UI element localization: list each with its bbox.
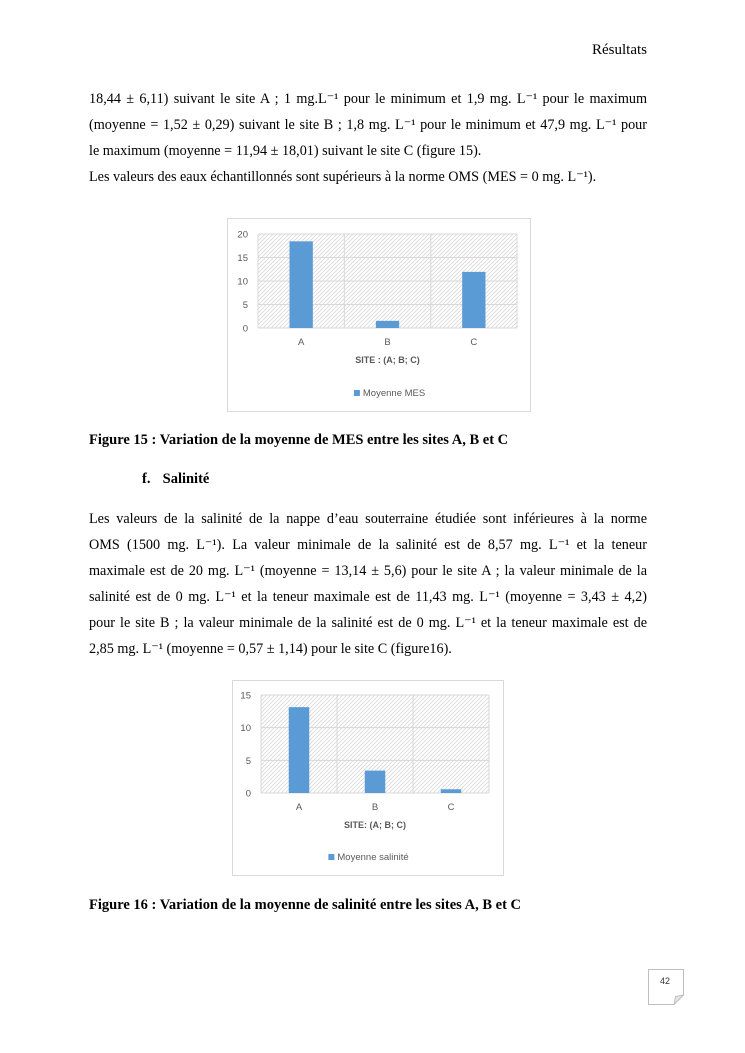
text-line: maximale est de 20 mg. L⁻¹ (moyenne = 13,14 ± 5,6) pour le site A ; la valeur minimale de la (89, 563, 647, 579)
bar-c (441, 789, 462, 793)
y-tick-label: 20 (237, 229, 248, 241)
bar-a (290, 241, 313, 328)
x-tick-label: C (447, 802, 455, 813)
bar-a (289, 707, 310, 793)
x-tick-label: B (384, 337, 391, 348)
page-corner-icon (648, 969, 684, 1005)
y-tick-label: 5 (245, 755, 251, 767)
text-line: Les valeurs des eaux échantillonnés sont supérieurs à la norme OMS (MES = 0 mg. L⁻¹). (89, 169, 597, 185)
x-axis-title: SITE: (A; B; C) (344, 820, 406, 830)
section-number: f. (142, 471, 151, 487)
legend-label: Moyenne MES (362, 388, 426, 399)
page-number-box (648, 969, 684, 1005)
x-tick-label: A (295, 802, 303, 813)
text-line: 2,85 mg. L⁻¹ (moyenne = 0,57 ± 1,14) pour le site C (figure16). (89, 641, 452, 657)
bar-c (462, 272, 485, 328)
running-header: Résultats (592, 42, 647, 58)
text-line: OMS (1500 mg. L⁻¹). La valeur minimale de la salinité est de 8,57 mg. L⁻¹ et la teneur (89, 537, 647, 553)
x-tick-label: A (297, 337, 305, 348)
paragraph-salinity-results (89, 506, 647, 662)
y-tick-label: 10 (240, 723, 251, 735)
x-tick-label: C (470, 337, 478, 348)
legend-swatch (328, 854, 334, 860)
chart-figure-16 (232, 680, 504, 876)
x-tick-label: B (371, 802, 379, 813)
y-tick-label: 0 (245, 788, 251, 800)
legend-swatch (354, 390, 360, 396)
y-tick-label: 15 (240, 690, 251, 702)
text-line: le maximum (moyenne = 11,94 ± 18,01) suivant le site C (figure 15). (89, 143, 482, 159)
figure-16-caption: Figure 16 : Variation de la moyenne de salinité entre les sites A, B et C (89, 897, 522, 913)
salinity-bar-chart (233, 681, 503, 875)
y-tick-label: 10 (237, 276, 248, 288)
text-line: salinité est de 0 mg. L⁻¹ et la teneur maximale est de 11,43 mg. L⁻¹ (moyenne = 3,43 ± 4,2) (89, 589, 647, 605)
page-number: 42 (659, 976, 670, 986)
section-heading-salinite (142, 471, 209, 488)
paragraph-mes-results (89, 86, 647, 190)
x-axis-title: SITE : (A; B; C) (355, 355, 420, 365)
legend-label: Moyenne salinité (337, 852, 409, 863)
section-title: Salinité (162, 471, 210, 487)
figure-15-caption: Figure 15 : Variation de la moyenne de MES entre les sites A, B et C (89, 432, 509, 448)
text-line: (moyenne = 1,52 ± 0,29) suivant le site B ; 1,8 mg. L⁻¹ pour le minimum et 47,9 mg. L⁻¹ pour (89, 117, 647, 133)
text-line: 18,44 ± 6,11) suivant le site A ; 1 mg.L⁻¹ pour le minimum et 1,9 mg. L⁻¹ pour le maximum (89, 91, 647, 107)
bar-b (376, 321, 399, 328)
y-tick-label: 15 (237, 253, 248, 264)
y-tick-label: 0 (242, 323, 248, 335)
chart-figure-15 (227, 218, 531, 412)
text-line: pour le site B ; la valeur minimale de la salinité est de 0 mg. L⁻¹ et la teneur maximale est de (89, 615, 647, 631)
bar-b (365, 771, 386, 793)
mes-bar-chart (228, 219, 530, 411)
text-line: Les valeurs de la salinité de la nappe d’eau souterraine étudiée sont inférieures à la norme (89, 511, 647, 527)
y-tick-label: 5 (242, 300, 248, 311)
